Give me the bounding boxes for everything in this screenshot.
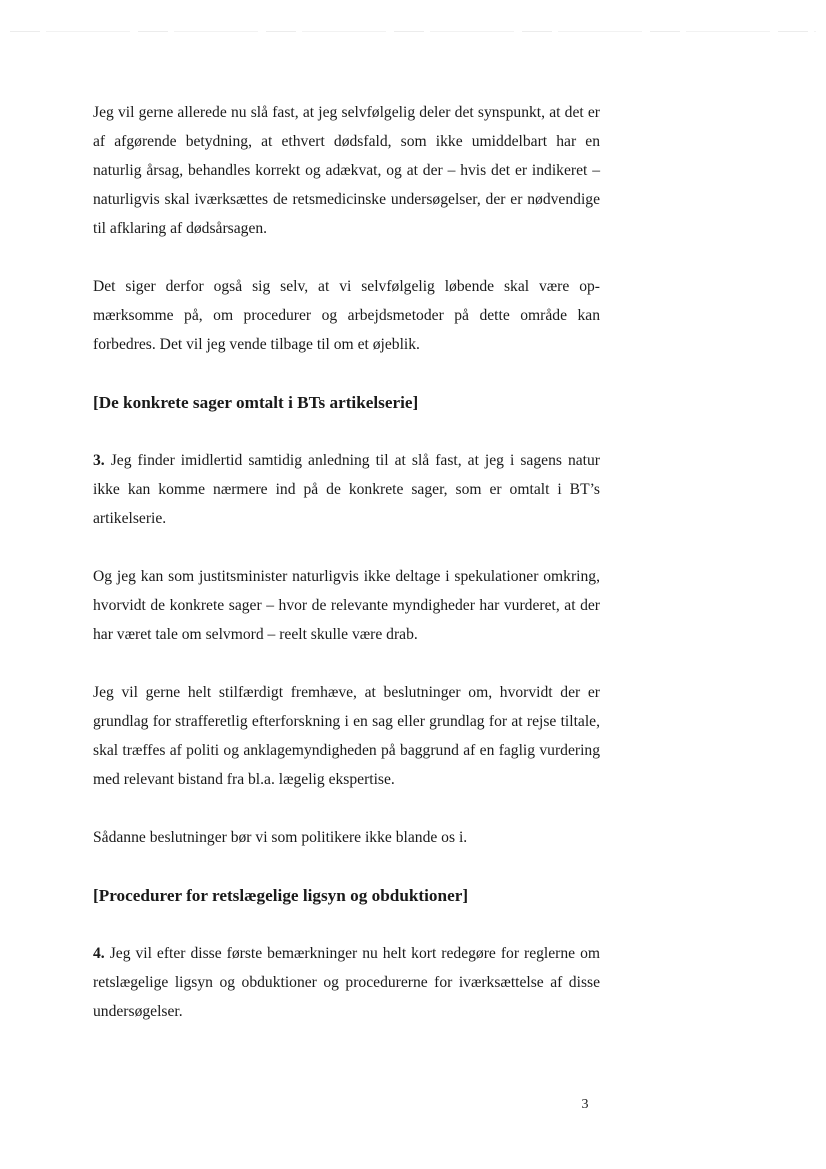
paragraph-4: Og jeg kan som justitsminister naturligvis ikke deltage i spekulationer omkring, hvorvidt de konkrete sager – hvor de relevante myndigheder har vurderet, at der har været tale om selvmord – reelt skulle være drab. bbox=[93, 568, 600, 643]
section-heading-procedures: [Procedurer for retslægelige ligsyn og obduktioner] bbox=[93, 886, 469, 905]
paragraph-section-4 bbox=[93, 939, 600, 1026]
paragraph-2: Det siger derfor også sig selv, at vi selvfølgelig løbende skal være opmærksomme på, om procedurer og arbejdsmetoder på dette område kan forbedres. Det vil jeg vende tilbage til om et øjeblik. bbox=[93, 278, 600, 353]
paragraph-section-3 bbox=[93, 446, 600, 533]
paragraph-5: Jeg vil gerne helt stilfærdigt fremhæve, at beslutninger om, hvorvidt der er grundlag for strafferetlig efterforskning i en sag eller grundlag for at rejse tiltale, skal træffes af politi og anklagemyndigheden på baggrund af en faglig vurdering med relevant bistand fra bl.a. lægelig ekspertise. bbox=[93, 684, 600, 788]
paragraph-6: Sådanne beslutninger bør vi som politikere ikke blande os i. bbox=[93, 829, 468, 846]
scan-edge-line bbox=[10, 31, 816, 32]
paragraph-1: Jeg vil gerne allerede nu slå fast, at jeg selvfølgelig deler det synspunkt, at det er af afgørende betydning, at ethvert dødsfald, som ikke umiddelbart har en naturlig årsag, behandles korrekt og adækvat, og at der – hvis det er indikeret – naturligvis skal iværksættes de retsmedicinske undersøgelser, der er nødvendige til afklaring af dødsårsagen. bbox=[93, 104, 600, 237]
section-number-4: 4. bbox=[93, 945, 105, 962]
section-3-text: Jeg finder imidlertid samtidig anledning til at slå fast, at jeg i sagens natur ikke kan komme nærmere ind på de konkrete sager, som er omtalt i BT’s artikelserie. bbox=[93, 452, 600, 527]
section-heading-bt-cases: [De konkrete sager omtalt i BTs artikelserie] bbox=[93, 393, 419, 412]
page-number: 3 bbox=[581, 1097, 589, 1112]
section-number-3: 3. bbox=[93, 452, 105, 469]
document-body bbox=[93, 98, 600, 1026]
section-4-text: Jeg vil efter disse første bemærkninger nu helt kort redegøre for reglerne om retslægelige ligsyn og obduktioner og procedurerne for iværksættelse af disse undersøgelser. bbox=[93, 945, 600, 1020]
